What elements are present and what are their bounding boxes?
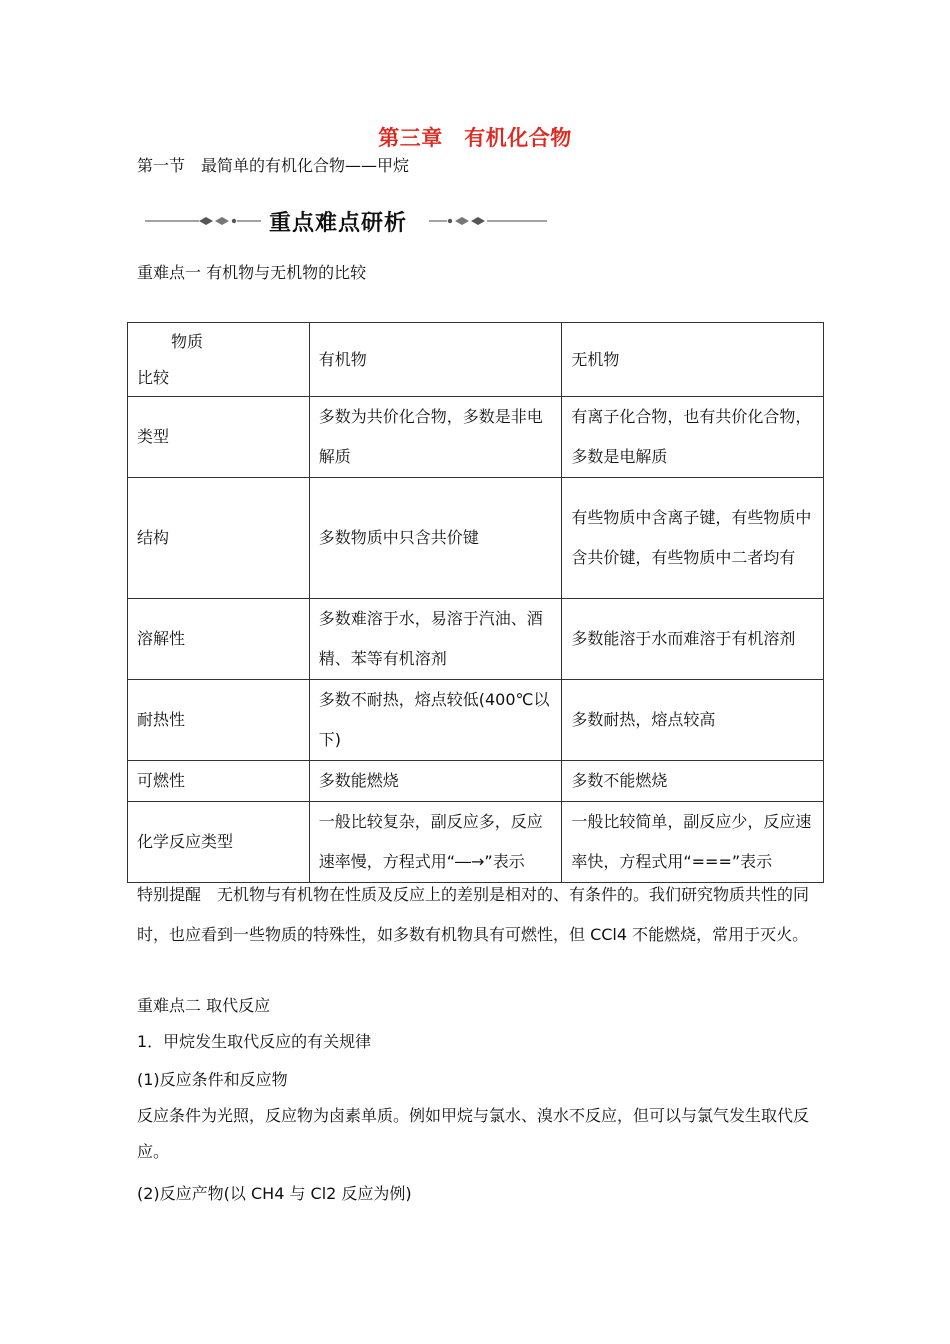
- chapter-title: 第三章 有机化合物: [378, 126, 572, 150]
- row-label: 类型: [128, 397, 310, 478]
- banner-title: 重点难点研析: [269, 211, 408, 236]
- row-label: 结构: [128, 478, 310, 599]
- cell-organic: 一般比较复杂，副反应多，反应速率慢，方程式用“―→”表示: [309, 802, 562, 883]
- table-row: [128, 397, 824, 478]
- table-row: [128, 478, 824, 599]
- cell-inorganic: 有离子化合物，也有共价化合物，多数是电解质: [562, 397, 824, 478]
- item-1-1-text: 反应条件为光照，反应物为卤素单质。例如甲烷与氯水、溴水不反应，但可以与氯气发生取代反应。: [137, 1106, 810, 1161]
- cell-inorganic: 多数能溶于水而难溶于有机溶剂: [562, 599, 824, 680]
- table-row: [128, 761, 824, 802]
- row-label: 可燃性: [128, 761, 310, 802]
- corner-cell: [128, 323, 310, 397]
- point2-title: 重难点二 取代反应: [137, 996, 271, 1015]
- col-header-organic: 有机物: [309, 323, 562, 397]
- cell-organic: 多数难溶于水，易溶于汽油、酒精、苯等有机溶剂: [309, 599, 562, 680]
- table-row: [128, 680, 824, 761]
- cell-organic: 多数物质中只含共价键: [309, 478, 562, 599]
- section-banner: [137, 203, 549, 239]
- row-label: 耐热性: [128, 680, 310, 761]
- corner-top-label: 物质: [171, 331, 204, 351]
- comparison-table: [127, 322, 824, 883]
- row-label: 溶解性: [128, 599, 310, 680]
- col-header-inorganic: 无机物: [562, 323, 824, 397]
- corner-bottom-label: 比较: [137, 367, 170, 387]
- cell-inorganic: 多数不能燃烧: [562, 761, 824, 802]
- table-row: [128, 802, 824, 883]
- special-note: 特别提醒 无机物与有机物在性质及反应上的差别是相对的、有条件的。我们研究物质共性的同时，也应看到一些物质的特殊性，如多数有机物具有可燃性，但 CCl4 不能燃烧，常用于灭火。: [137, 885, 810, 944]
- cell-inorganic: 多数耐热，熔点较高: [562, 680, 824, 761]
- cell-inorganic: 有些物质中含离子键，有些物质中含共价键，有些物质中二者均有: [562, 478, 824, 599]
- cell-organic: 多数为共价化合物，多数是非电解质: [309, 397, 562, 478]
- cell-inorganic: 一般比较简单，副反应少，反应速率快，方程式用“===”表示: [562, 802, 824, 883]
- point1-title: 重难点一 有机物与无机物的比较: [137, 263, 367, 282]
- row-label: 化学反应类型: [128, 802, 310, 883]
- cell-organic: 多数能燃烧: [309, 761, 562, 802]
- table-header-row: [128, 323, 824, 397]
- item-1: 1．甲烷发生取代反应的有关规律: [137, 1032, 372, 1051]
- item-1-2: (2)反应产物(以 CH4 与 Cl2 反应为例): [137, 1184, 412, 1203]
- section-title: 第一节 最简单的有机化合物——甲烷: [137, 156, 410, 175]
- cell-organic: 多数不耐热，熔点较低(400℃以下): [309, 680, 562, 761]
- table-row: [128, 599, 824, 680]
- item-1-1: (1)反应条件和反应物: [137, 1070, 288, 1089]
